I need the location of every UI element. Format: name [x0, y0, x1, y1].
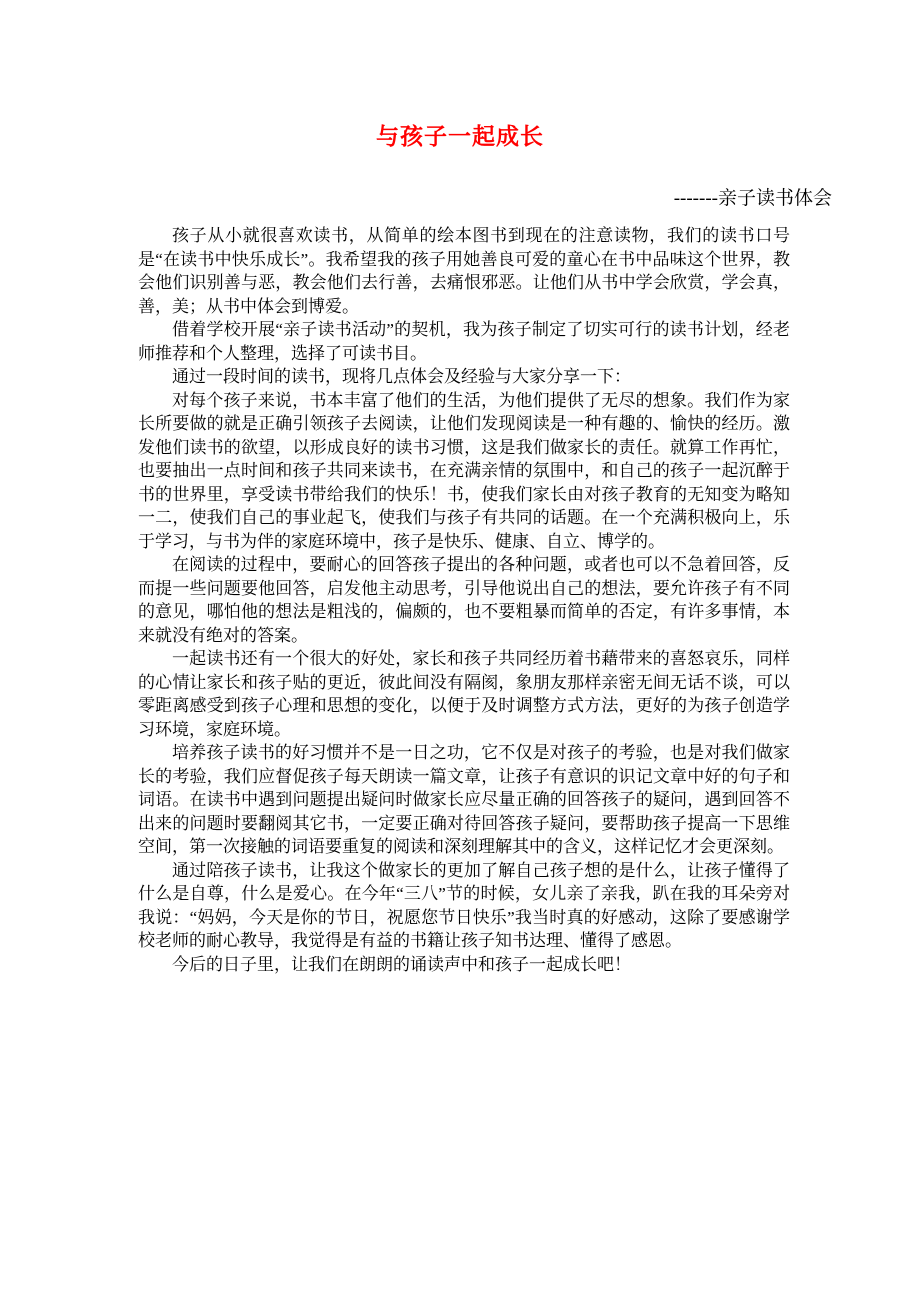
paragraph: 通过陪孩子读书，让我这个做家长的更加了解自己孩子想的是什么，让孩子懂得了什么是自尊，什么是爱心。在今年“三八”节的时候，女儿亲了亲我，趴在我的耳朵旁对我说：“妈妈，今天是你的节日，祝愿您节日快乐”我当时真的好感动，这除了要感谢学校老师的耐心教导，我觉得是有益的书籍让孩子知书达理、懂得了感恩。	[138, 860, 790, 950]
paragraph: 孩子从小就很喜欢读书，从简单的绘本图书到现在的注意读物，我们的读书口号是“在读书中快乐成长”。我希望我的孩子用她善良可爱的童心在书中品味这个世界，教会他们识别善与恶，教会他们去行善，去痛恨邪恶。让他们从书中学会欣赏，学会真，善，美；从书中体会到博爱。	[138, 226, 790, 316]
paragraph: 对每个孩子来说，书本丰富了他们的生活，为他们提供了无尽的想象。我们作为家长所要做的就是正确引领孩子去阅读，让他们发现阅读是一种有趣的、愉快的经历。激发他们读书的欲望，以形成良好的读书习惯，这是我们做家长的责任。就算工作再忙，也要抽出一点时间和孩子共同来读书，在充满亲情的氛围中，和自己的孩子一起沉醉于书的世界里，享受读书带给我们的快乐！书，使我们家长由对孩子教育的无知变为略知一二，使我们自己的事业起飞，使我们与孩子有共同的话题。在一个充满积极向上，乐于学习，与书为伴的家庭环境中，孩子是快乐、健康、自立、博学的。	[138, 390, 790, 551]
paragraph: 培养孩子读书的好习惯并不是一日之功，它不仅是对孩子的考验，也是对我们做家长的考验，我们应督促孩子每天朗读一篇文章，让孩子有意识的识记文章中好的句子和词语。在读书中遇到问题提出疑问时做家长应尽量正确的回答孩子的疑问，遇到回答不出来的问题时要翻阅其它书，一定要正确对待回答孩子疑问，要帮助孩子提高一下思维空间，第一次接触的词语要重复的阅读和深刻理解其中的含义，这样记忆才会更深刻。	[138, 743, 790, 856]
page-title: 与孩子一起成长	[376, 123, 544, 149]
document-subtitle: -------亲子读书体会	[673, 188, 832, 209]
paragraph: 借着学校开展“亲子读书活动”的契机，我为孩子制定了切实可行的读书计划，经老师推荐和个人整理，选择了可读书目。	[138, 320, 790, 363]
document-body	[138, 224, 790, 976]
paragraph: 在阅读的过程中，要耐心的回答孩子提出的各种问题，或者也可以不急着回答，反而提一些问题要他回答，启发他主动思考，引导他说出自己的想法，要允许孩子有不同的意见，哪怕他的想法是粗浅的，偏颇的，也不要粗暴而简单的否定，有许多事情，本来就没有绝对的答案。	[138, 555, 790, 645]
paragraph: 一起读书还有一个很大的好处，家长和孩子共同经历着书藉带来的喜怒哀乐，同样的心情让家长和孩子贴的更近，彼此间没有隔阂，象朋友那样亲密无间无话不谈，可以零距离感受到孩子心理和思想的变化，以便于及时调整方式方法，更好的为孩子创造学习环境，家庭环境。	[138, 649, 790, 739]
paragraph: 通过一段时间的读书，现将几点体会及经验与大家分享一下：	[172, 367, 631, 386]
paragraph: 今后的日子里，让我们在朗朗的诵读声中和孩子一起成长吧！	[172, 954, 631, 974]
